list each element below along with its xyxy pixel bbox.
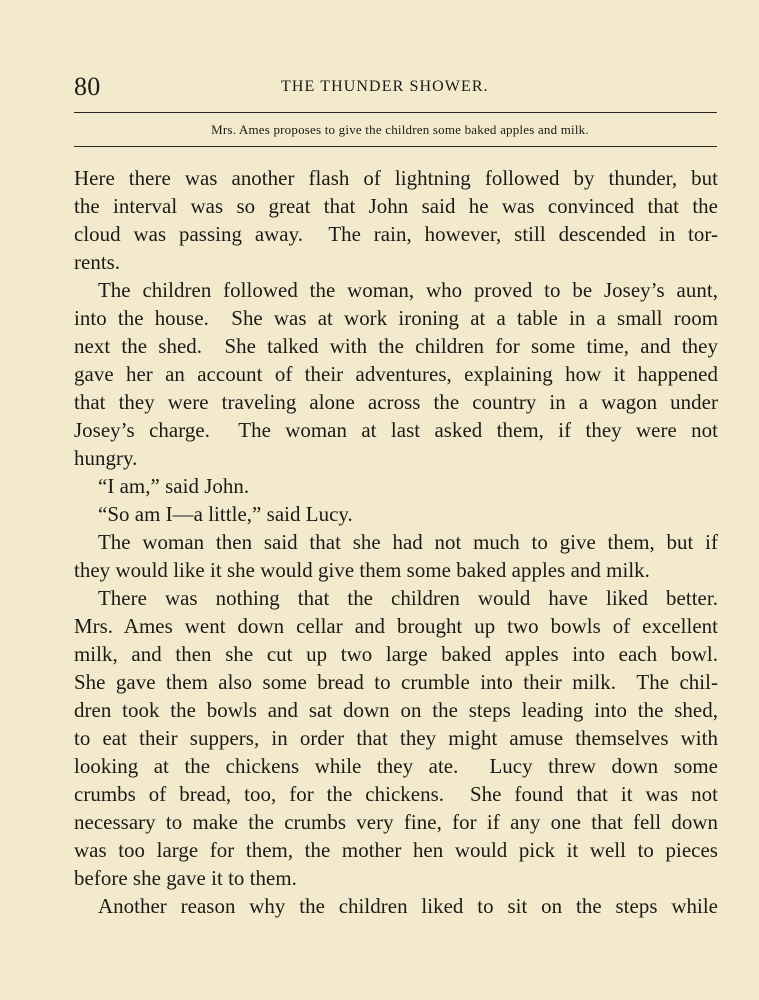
summary-rule <box>74 146 717 147</box>
text-line: to eat their suppers, in order that they might amuse themselves with <box>74 726 718 750</box>
text-line: Mrs. Ames went down cellar and brought up two bowls of excellent <box>74 614 718 638</box>
text-line: crumbs of bread, too, for the chickens. She found that it was not <box>74 782 718 806</box>
running-head: THE THUNDER SHOWER. <box>281 78 489 95</box>
text-line: they would like it she would give them some baked apples and milk. <box>74 558 650 582</box>
text-line: The woman then said that she had not much to give them, but if <box>98 530 718 554</box>
text-line: Here there was another flash of lightning followed by thunder, but <box>74 166 718 190</box>
text-line: There was nothing that the children would have liked better. <box>98 586 718 610</box>
dialogue-line: “I am,” said John. <box>98 474 250 498</box>
text-line: hungry. <box>74 446 138 470</box>
text-line: next the shed. She talked with the children for some time, and they <box>74 334 718 358</box>
text-line: into the house. She was at work ironing at a table in a small room <box>74 306 718 330</box>
chapter-summary: Mrs. Ames proposes to give the children some baked apples and milk. <box>211 122 589 137</box>
text-line: necessary to make the crumbs very fine, for if any one that fell down <box>74 810 718 834</box>
text-line: that they were traveling alone across the country in a wagon under <box>74 390 718 414</box>
page-header <box>74 72 718 102</box>
text-line: The children followed the woman, who proved to be Josey’s aunt, <box>98 278 718 302</box>
text-line: Josey’s charge. The woman at last asked them, if they were not <box>74 418 718 442</box>
text-line: milk, and then she cut up two large baked apples into each bowl. <box>74 642 718 666</box>
page-number: 80 <box>74 72 101 101</box>
text-line: gave her an account of their adventures, explaining how it happened <box>74 362 718 386</box>
text-line: cloud was passing away. The rain, however, still descended in tor- <box>74 222 718 246</box>
text-line: was too large for them, the mother hen would pick it well to pieces <box>74 838 718 862</box>
text-line: before she gave it to them. <box>74 866 297 890</box>
text-line: the interval was so great that John said he was convinced that the <box>74 194 718 218</box>
text-line: looking at the chickens while they ate. Lucy threw down some <box>74 754 718 778</box>
text-line: rents. <box>74 250 121 274</box>
body-text <box>74 164 718 920</box>
text-line: Another reason why the children liked to sit on the steps while <box>98 894 718 918</box>
header-rule <box>74 112 717 113</box>
text-line: She gave them also some bread to crumble into their milk. The chil- <box>74 670 718 694</box>
text-line: dren took the bowls and sat down on the steps leading into the shed, <box>74 698 718 722</box>
dialogue-line: “So am I—a little,” said Lucy. <box>98 502 353 526</box>
